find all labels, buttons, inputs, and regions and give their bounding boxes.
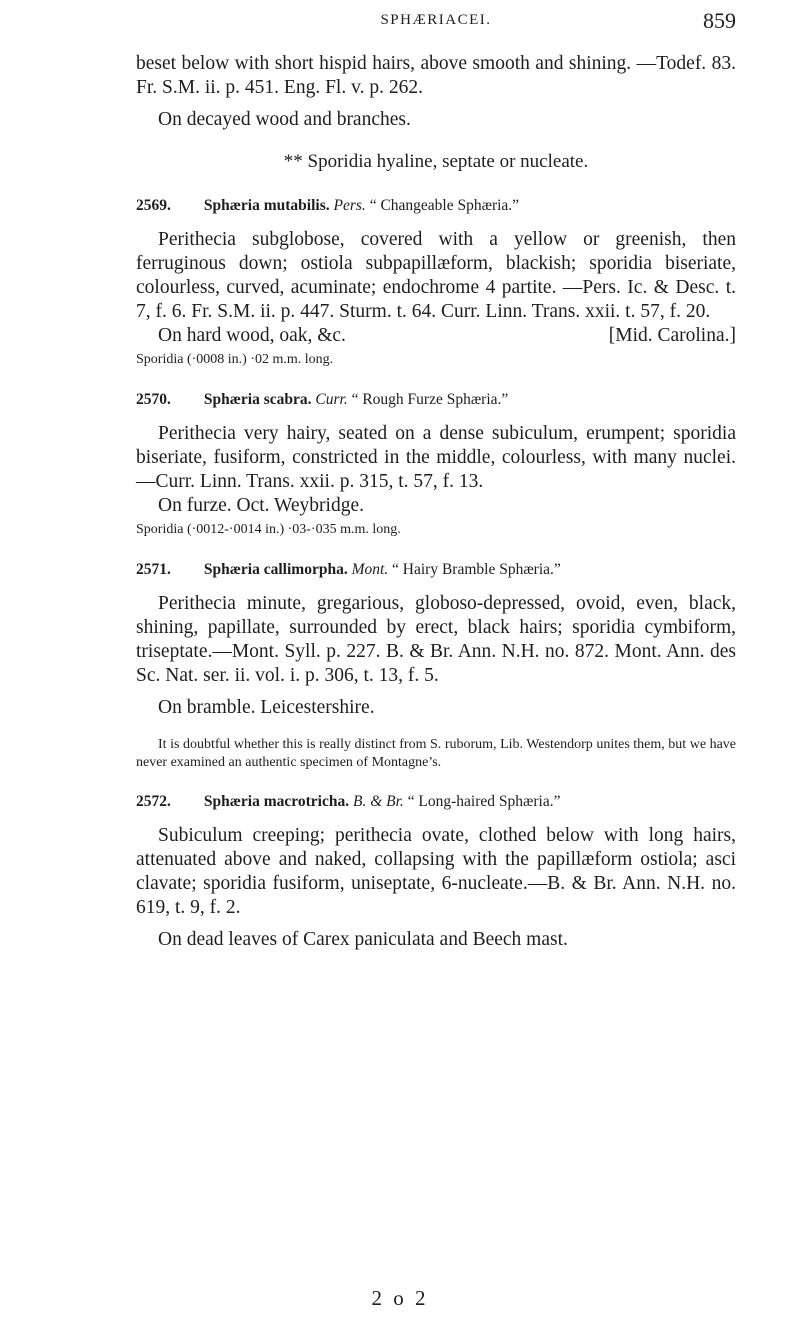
species-description: Perithecia very hairy, seated on a dense subiculum, erumpent; sporidia biseriate, fusiform, constricted in the middle, colourless, with many nuclei.—Curr. Linn. Trans. xxii. p. 315, t. 57, f. 13.	[136, 423, 736, 492]
page-body	[136, 52, 736, 952]
entry-2571	[136, 558, 736, 772]
entry-heading	[136, 388, 736, 412]
sporidia-measurement: Sporidia (·0012-·0014 in.) ·03-·035 m.m. long.	[136, 522, 401, 537]
common-name: “ Changeable Sphæria.”	[369, 197, 520, 214]
entry-number: 2569.	[136, 197, 171, 214]
section-note: ** Sporidia hyaline, septate or nucleate.	[283, 151, 589, 172]
entry-heading	[136, 194, 736, 218]
species-author: Curr.	[315, 391, 348, 408]
page-header	[136, 10, 736, 40]
running-title: SPHÆRIACEI.	[380, 12, 492, 28]
sporidia-measurement: Sporidia (·0008 in.) ·02 m.m. long.	[136, 352, 334, 367]
entry-heading	[136, 558, 736, 582]
habitat: On bramble. Leicestershire.	[158, 697, 375, 718]
entry-2572	[136, 790, 736, 952]
species-description: Perithecia minute, gregarious, globoso-depressed, ovoid, even, black, shining, papillate, surrounded by erect, black hairs; sporidia cymbiform, triseptate.—Mont. Syll. p. 227. B. & Br. Ann. N.H. no. 872. Mont. Ann. des Sc. Nat. ser. ii. vol. i. p. 306, t. 13, f. 5.	[136, 593, 736, 686]
signature-mark: 2 o 2	[371, 1286, 429, 1310]
species-description: Perithecia subglobose, covered with a yellow or greenish, then ferruginous down; ostiola subpapillæform, blackish; sporidia biseriate, colourless, curved, acuminate; endochrome 4 partite. —Pers. Ic. & Desc. t. 7, f. 6. Fr. S.M. ii. p. 447. Sturm. t. 64. Curr. Linn. Trans. xxii. t. 57, f. 20.	[136, 229, 736, 322]
entry-number: 2571.	[136, 561, 171, 578]
species-note: It is doubtful whether this is really distinct from S. ruborum, Lib. Westendorp unites them, but we have never examined an authentic specimen of Montagne’s.	[136, 737, 736, 770]
habitat-line	[136, 324, 736, 348]
entry-number: 2572.	[136, 793, 171, 810]
common-name: “ Rough Furze Sphæria.”	[351, 391, 509, 408]
page-number: 859	[703, 8, 736, 33]
continuation-habitat: On decayed wood and branches.	[158, 109, 411, 130]
species-author: Mont.	[351, 561, 389, 578]
species-name: Sphæria scabra.	[203, 391, 312, 408]
entry-heading	[136, 790, 736, 814]
species-name: Sphæria callimorpha.	[203, 561, 348, 578]
common-name: “ Long-haired Sphæria.”	[407, 793, 561, 810]
habitat: On furze. Oct. Weybridge.	[158, 495, 364, 516]
species-description: Subiculum creeping; perithecia ovate, clothed below with long hairs, attenuated above and naked, collapsing with the papillæform ostiola; asci clavate; sporidia fusiform, uniseptate, 6-nucleate.—B. & Br. Ann. N.H. no. 619, t. 9, f. 2.	[136, 825, 736, 918]
habitat: On hard wood, oak, &c.	[158, 325, 346, 346]
species-name: Sphæria macrotricha.	[203, 793, 350, 810]
species-author: Pers.	[333, 197, 366, 214]
habitat: On dead leaves of Carex paniculata and Beech mast.	[158, 929, 568, 950]
locality: [Mid. Carolina.]	[608, 325, 736, 346]
entry-number: 2570.	[136, 391, 171, 408]
entry-2570	[136, 388, 736, 540]
entry-2569	[136, 194, 736, 370]
species-name: Sphæria mutabilis.	[203, 197, 330, 214]
continuation-text: beset below with short hispid hairs, above smooth and shining. —Todef. 83. Fr. S.M. ii. p. 451. Eng. Fl. v. p. 262.	[136, 53, 736, 98]
common-name: “ Hairy Bramble Sphæria.”	[392, 561, 561, 578]
species-author: B. & Br.	[352, 793, 404, 810]
